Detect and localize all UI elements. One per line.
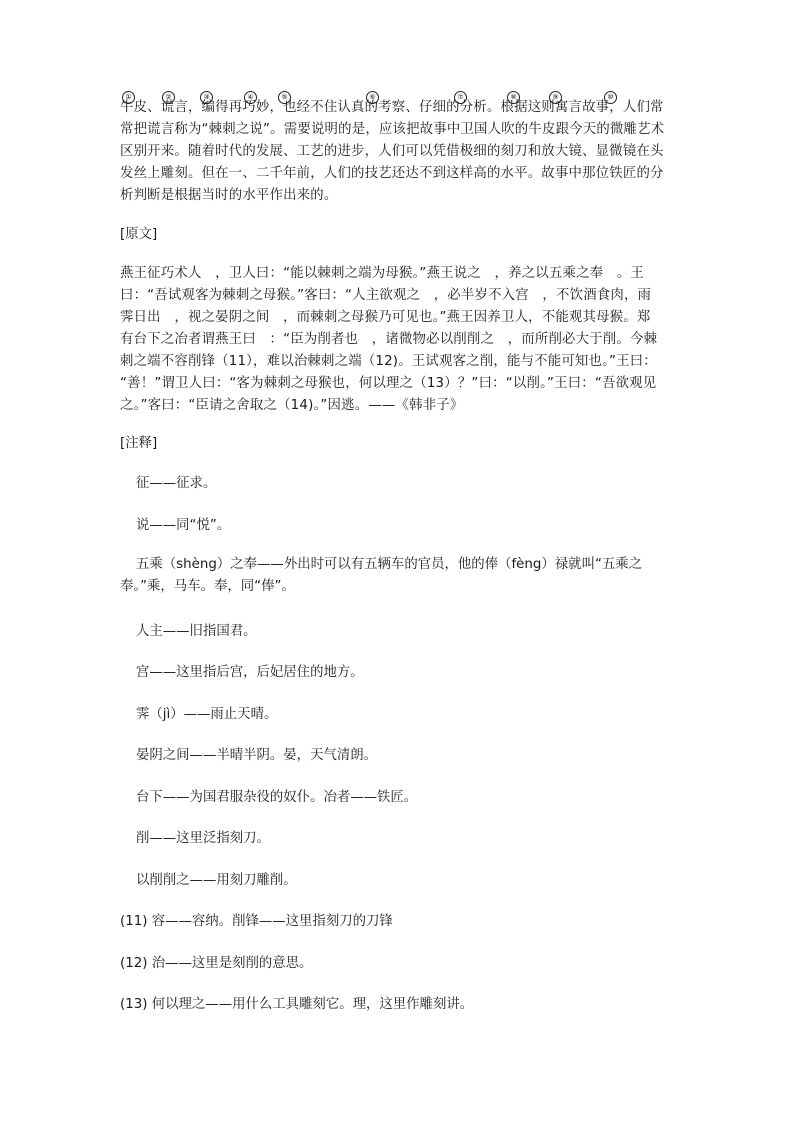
footnote-marker: ⑩ [604,91,617,104]
note-item: 五乘（shèng）之奉——外出时可以有五辆车的官员，他的俸（fèng）禄就叫“五乘之奉。”乘，马车。奉，同“俸”。 [120,557,643,594]
footnote-marker: ① [122,91,135,104]
intro-line: 发丝上雕刻。但在一、二千年前，人们的技艺还达不到这样高的水平。故事中那位铁匠的分 [120,166,664,181]
note-item: 人主——旧指国君。 [136,624,257,639]
original-line: 之。”客曰：“臣请之舍取之（14)。”因逃。——《韩非子》 [120,398,464,413]
footnote-marker: ⑦ [454,91,467,104]
intro-paragraph [120,97,678,207]
note-item: 征——征求。 [136,476,217,491]
note-item: (11) 容——容纳。削锋——这里指刻刀的刀锋 [120,914,393,929]
original-text [120,263,678,417]
original-line: 有台下之冶者谓燕王曰 ：“臣为削者也 ，诸微物必以削削之 ，而所削必大于削。今棘 [120,332,658,347]
footnote-marker: ④ [244,91,257,104]
notes-heading: [注释] [120,436,158,451]
original-line: 刺之端不容削锋（11），难以治棘刺之端（12)。王试观客之削，能与不能可知也。”王曰： [120,354,657,369]
note-item: 削——这里泛指刻刀。 [136,831,270,846]
intro-line: 析判断是根据当时的水平作出来的。 [120,188,338,203]
footnote-marker: ⑨ [549,91,562,104]
note-item: 台下——为国君服杂役的奴仆。冶者——铁匠。 [136,790,418,805]
note-item: (12) 治——这里是刻削的意思。 [120,956,313,971]
intro-line: 常把谎言称为“棘刺之说”。需要说明的是，应该把故事中卫国人吹的牛皮跟今天的微雕艺术 [120,122,665,137]
note-item: 晏阴之间——半晴半阴。晏，天气清朗。 [136,748,378,763]
footnote-marker: ⑤ [278,91,291,104]
footnote-marker: ⑧ [507,91,520,104]
original-line: 曰：“吾试观客为棘刺之母猴。”客曰：“人主欲观之 ，必半岁不入宫 ，不饮酒食肉，雨 [120,288,652,303]
footnote-marker: ③ [200,91,213,104]
original-line: “善！”谓卫人曰：“客为棘刺之母猴也，何以理之（13）？”曰：“以削。”王曰：“吾欲观见 [120,376,657,391]
original-heading: [原文] [120,227,158,242]
original-line: 燕王征巧术人 ，卫人曰：“能以棘刺之端为母猴。”燕王说之 ，养之以五乘之奉 。王 [120,266,645,281]
note-item: 霁（jì）——雨止天晴。 [136,707,278,722]
note-item: (13) 何以理之——用什么工具雕刻它。理，这里作雕刻讲。 [120,997,474,1012]
footnote-marker: ② [162,91,175,104]
original-line: 霁日出 ，视之晏阴之间 ，而棘刺之母猴乃可见也。”燕王因养卫人，不能观其母猴。郑 [120,310,651,325]
intro-line: 牛皮、谎言，编得再巧妙，也经不住认真的考察、仔细的分析。根据这则寓言故事，人们常 [120,100,664,115]
note-item: 以削削之——用刻刀雕削。 [136,873,297,888]
footnote-marker: ⑥ [366,91,379,104]
intro-line: 区别开来。随着时代的发展、工艺的进步，人们可以凭借极细的刻刀和放大镜、显微镜在头 [120,144,664,159]
note-item: 宫——这里指后宫，后妃居住的地方。 [136,665,364,680]
note-item: 说——同“悦”。 [136,518,231,533]
